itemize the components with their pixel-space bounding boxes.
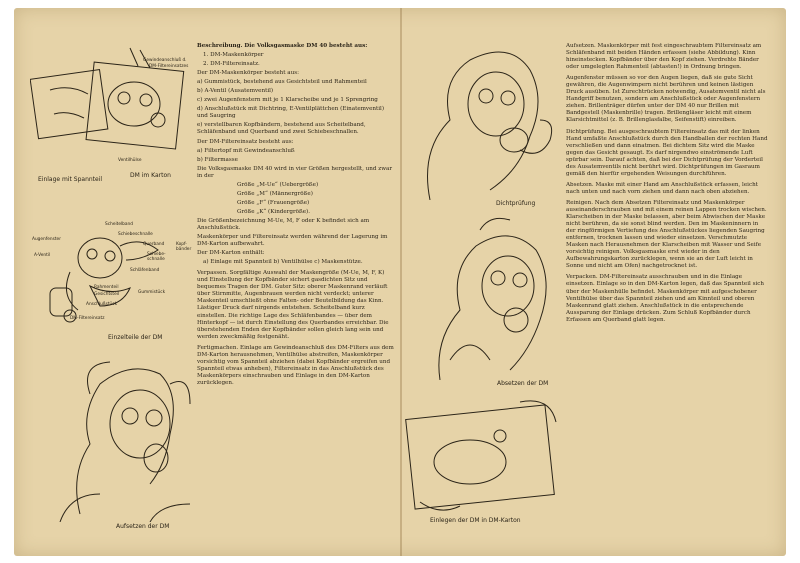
label-dm-filtereinsatz: DM-Filtereinsatz [70,316,105,321]
label-scheitelband: Scheitelband [105,222,133,227]
einlegen-illustration [400,392,560,516]
label-anschlussstueck: Anschlußstück [86,302,118,307]
label-gewinde: Gewindeanschluß d. [143,58,187,63]
label-gesichtsteil: Gesichtsteil [94,292,120,297]
list-item: c) zwei Augenfenstern mit je 1 Klarscheibe und je 1 Sprengring [197,97,378,104]
paragraph: Die Volksgasmaske DM 40 wird in vier Größen hergestellt, und zwar in der [197,165,392,179]
label-rahmenteil: Rahmenteil [94,285,119,290]
label-augenfenster: Augenfenster [32,237,61,242]
absetzen-illustration [420,210,570,380]
section-verpacken: Verpacken. DM-Filtereinsatz ausschrauben und in die Einlage einsetzen. Einlage so in den DM-Karton legen, daß das Spannteil sich über der Maskenhülle befindet. Maskenkörper mit aufgeschobener Ventilhülse über das Spannteil ziehen und am Kinnteil und oberen Maskenrand glatt ziehen. Anschlußstück in die entsprechende Aussparung der Einlage drücken. Zum Schluß Kopfbänder durch Erfassen am Querband glatt legen. [566,274,764,323]
section-dichtpruefung: Dichtprüfung. Bei ausgeschraubtem Filtereinsatz das mit der linken Hand umfaßte Anschlußstück durch den Handballen der rechten Hand verschließen und dann einatmen. Bei dichtem Sitz wird die Maske gegen das Gesicht gesaugt. Es darf nirgendwo einströmende Luft spürbar sein. Darauf achten, daß bei der Dichtprüfung der Vorderteil des Ausatemventils nicht berührt wird. Dichtprüfungen im Gasraum gemäß den hierfür ergehenden Weisungen durchführen. [566,128,768,177]
caption-dm-im-karton: DM im Karton [130,172,171,179]
caption-dichtpruefung: Dichtprüfung [496,200,536,207]
label-kopfbaender: Kopf-bänder [176,242,192,252]
label-querband: Querband [143,242,165,247]
label-schlaefenband: Schläfenband [130,268,160,273]
list-item: b) Filtermasse [197,156,238,163]
list-item: d) Anschlußstück mit Dichtring, E-Ventilplättchen (Einatemventil) und Saugring [197,106,385,120]
right-text-column [566,43,768,326]
list-item: 2. DM-Filtereinsatz. [203,61,260,68]
section-verpassen: Verpassen. Sorgfältige Auswahl der Maskengröße (M-Ue, M, F, K) und Einstellung der Kopfbänder sichert gasdichten Sitz und bequemes Tragen der DM. Guter Sitz: oberer Maskenrand verläuft über Stirnmitte, Augenbrauen werden nicht verdeckt; unterer Maskenteil umschließt ohne Falten- oder Beutelbildung das Kinn. Lästiger Druck darf nirgends entstehen. Scheitelband kurz einstellen. Die richtige Lage des Schläfenbandes — über dem Hinterkopf — ist durch Einstellung des Querbandes erreichbar. Die überstehenden Enden der Kopfbänder sollen gleich lang sein und werden zweckmäßig festgenäht. [197,270,389,340]
section-reinigen: Reinigen. Nach dem Absetzen Filtereinsatz und Maskenkörper auseinanderschrauben und mit einem reinen Lappen trocken wischen. Klarscheiben in der Maske belassen, aber beim Abwischen der Maske nicht berühren, da sie sonst blind werden. Den im Maskeninnern in der ringförmigen Vertiefung des Anschlußstückes liegenden Saugring entfernen, trocknen lassen und wieder einsetzen. Verschmutzte Masken nach Herausnehmen der Klarscheiben mit Wasser und Seife vorsichtig reinigen. Volksgasmaske erst wieder in den Aufbewahrungskarton zurücklegen, wenn sie an der Luft leicht in Sonne und nicht am Ofen) nachgetrocknet ist. [566,199,767,270]
label-ventilhuelse: Ventilhülse [118,158,142,163]
label-a-ventil: A-Ventil [34,253,51,258]
section-absetzen: Absetzen. Maske mit einer Hand am Anschlußstück erfassen, leicht nach unten und nach vorn ziehen und dann nach oben abziehen. [566,181,758,195]
size-item: Größe „M“ (Männergröße) [237,190,313,197]
list-item: 1. DM-Maskenkörper [203,52,264,59]
caption-aufsetzen: Aufsetzen der DM [116,523,170,530]
paragraph: Der DM-Karton enthält: [197,250,265,257]
list-item: e) verstellbaren Kopfbändern, bestehend aus Scheitelband, Schläfenband und Querband und zwei Schiebeschnallen. [197,122,366,136]
size-item: Größe „K“ (Kindergröße). [237,208,310,215]
label-schiebeschnalle-2: Schiebe-schnalle [147,252,166,262]
label-schiebeschnalle: Schiebeschnalle [118,232,153,237]
left-text-column [197,43,395,389]
list-item: a) Einlage mit Spannteil b) Ventilhülse c) Maskenstütze. [203,259,363,266]
list-item: a) Gummistück, bestehend aus Gesichtsteil und Rahmenteil [197,79,367,86]
dichtpruefung-illustration [410,40,560,200]
section-aufsetzen: Aufsetzen. Maskenkörper mit fest eingeschraubtem Filtereinsatz am Schläfenband mit beiden Händen erfassen (siehe Abbildung). Kinn hineinstecken. Kopfbänder über den Kopf ziehen. Verdrehte Bänder oder umgelegten Rahmenteil (abtasten!) in Ordnung bringen. [566,43,762,71]
aufsetzen-illustration [40,354,200,522]
paragraph: Der DM-Maskenkörper besteht aus: [197,70,300,77]
heading-beschreibung: Beschreibung. Die Volksgasmaske DM 40 besteht aus: [197,43,368,49]
size-item: Größe „F“ (Frauengröße) [237,199,310,206]
size-item: Größe „M-Ue“ (Uebergröße) [237,181,319,188]
caption-einlegen: Einlegen der DM in DM-Karton [430,517,521,524]
list-item: a) Filtertopf mit Gewindeanschluß [197,147,295,154]
caption-einlage: Einlage mit Spannteil [38,176,103,183]
paragraph: Die Größenbezeichnung M-Ue, M, F oder K befindet sich am Anschlußstück. [197,217,370,231]
paragraph: Der DM-Filtereinsatz besteht aus: [197,138,294,145]
label-filtereinsatz: DM-Filtereinsatzes [149,64,189,69]
paragraph: Maskenkörper und Filtereinsatz werden während der Lagerung im DM-Karton aufbewahrt. [197,234,388,248]
list-item: b) A-Ventil (Ausatemventil) [197,88,274,95]
label-gummistueck: Gummistück [138,290,166,295]
section-augenfenster: Augenfenster müssen so vor den Augen liegen, daß sie gute Sicht gewähren, die Augenwimpern nicht berühren und keinen lästigen Druck ausüben. Ist Zurechtrücken notwendig, Ausatemventil nicht als Handgriff benutzen, sondern am Anschlußstück oder Augenfenstern ziehen. Brillenträger dürfen unter der DM 40 nur Brillen mit Bandgestell (Maskenbrille) tragen. Brillengläser leicht mit einem Klarsichtmittel (z. B. Brillenglasfalbe, Seifenstift) einreiben. [566,75,766,124]
caption-einzelteile: Einzelteile der DM [108,334,163,341]
section-fertigmachen: Fertigmachen. Einlage am Gewindeanschluß des DM-Filters aus dem DM-Karton herausnehmen, Ventilhülse abstreifen, Maskenkörper vorsichtig vom Spannteil abziehen (dabei Kopfbänder ergreifen und Spannteil etwas anheben), Filtereinsatz in das Anschlußstück des Maskenkörpers einschrauben und Einlage in den DM-Karton zurücklegen. [197,344,394,386]
caption-absetzen: Absetzen der DM [497,380,549,387]
